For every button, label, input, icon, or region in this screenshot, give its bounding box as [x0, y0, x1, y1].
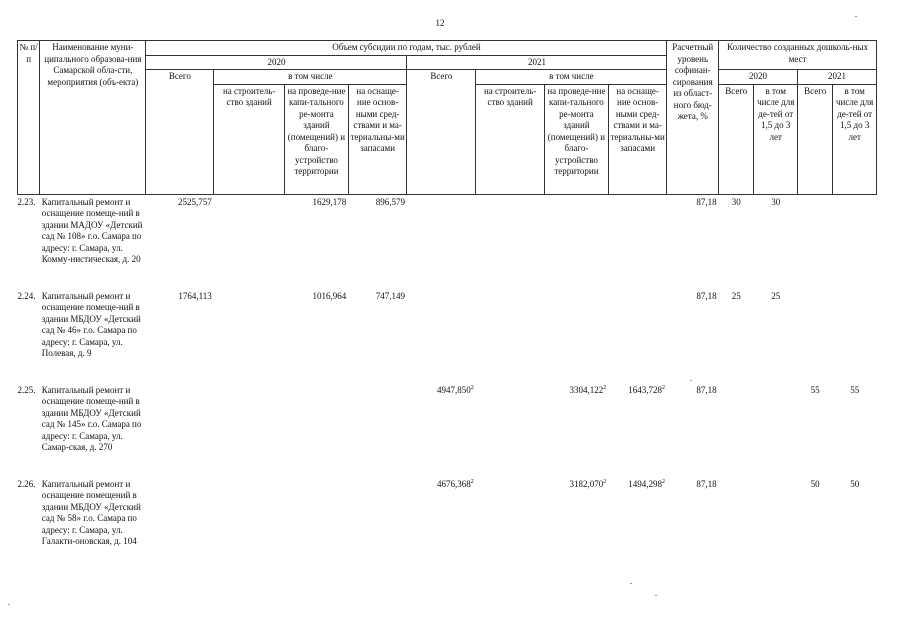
row-cofin: 87,18 [696, 384, 717, 395]
row-2020-repair [285, 477, 349, 569]
row-places-2020-children: 30 [771, 196, 781, 207]
header-num: № п/п [18, 41, 40, 195]
row-2021-total [407, 289, 476, 383]
header-places-2021-children: в том числе для де-тей от 1,5 до 3 лет [833, 84, 877, 194]
row-number: 2.24. [17, 290, 36, 301]
row-places-2021-total [797, 194, 832, 289]
header-2020-total: Всего [146, 70, 214, 195]
row-places-2020-total [719, 477, 754, 569]
header-places-2021-total: Всего [797, 84, 832, 194]
row-name: Капитальный ремонт и оснащение помещений в здании МБДОУ «Детский сад № 58» г.о. Самара по адресу: г. Самара, ул. Галакти-оновская, д. 104 [41, 478, 141, 546]
row-2020-equipment [348, 383, 407, 477]
header-places-2020: 2020 [719, 70, 798, 85]
row-name: Капитальный ремонт и оснащение помеще-ний в здании МБДОУ «Детский сад № 145» г.о. Самара по адресу: г. Самара, ул. Самар-ская, д. 270 [41, 384, 142, 452]
row-number: 2.23. [17, 196, 36, 207]
row-2021-total [407, 194, 476, 289]
header-places-2020-total: Всего [719, 84, 754, 194]
table-row [18, 194, 877, 289]
header-2020-repair: на проведе-ние капи-тального ре-монта зданий (помещений) и благо-устройство территории [285, 84, 349, 194]
row-number: 2.25. [17, 384, 36, 395]
row-2021-repair: 3182,070$^2$ [569, 478, 607, 489]
row-2020-construction [214, 194, 285, 289]
row-places-2020-children [754, 477, 798, 569]
row-2021-repair [545, 194, 609, 289]
row-2020-equipment [348, 477, 407, 569]
row-name: Капитальный ремонт и оснащение помеще-ний в здании МБДОУ «Детский сад № 46» г.о. Самара по адресу: г. Самара, ул. Полевая, д. 9 [41, 290, 141, 358]
row-2020-construction [214, 383, 285, 477]
row-places-2021-children: 55 [850, 384, 860, 395]
header-2021-including: в том числе [476, 70, 667, 85]
row-2021-construction [476, 383, 545, 477]
row-2020-total [146, 477, 214, 569]
row-2021-repair: 3304,122$^2$ [569, 384, 607, 395]
scan-speck [655, 595, 657, 596]
header-2021-total: Всего [407, 70, 476, 195]
row-2020-repair [285, 383, 349, 477]
row-2021-total: 4676,368$^2$ [437, 478, 474, 489]
row-number: 2.26. [17, 478, 36, 489]
table-row [18, 477, 877, 569]
row-places-2021-children: 50 [850, 478, 860, 489]
header-subsidy-group: Объем субсидии по годам, тыс. рублей [146, 41, 667, 56]
row-places-2020-total: 25 [731, 290, 741, 301]
row-places-2020-children: 25 [771, 290, 781, 301]
row-places-2020-children [754, 383, 798, 477]
scan-speck [8, 604, 10, 605]
row-cofin: 87,18 [696, 478, 717, 489]
header-cofin-level: Расчетный уровень софинан-сирования из област-ного бюд-жета, % [667, 41, 719, 195]
row-2021-construction [476, 289, 545, 383]
row-2020-repair: 1016,964 [312, 290, 347, 301]
row-places-2021-total: 55 [810, 384, 820, 395]
row-places-2020-total [719, 383, 754, 477]
row-2020-total: 2525,757 [178, 196, 212, 207]
header-places-group: Количество созданных дошколь-ных мест [719, 41, 877, 70]
row-places-2021-children [833, 194, 877, 289]
row-2020-total [146, 383, 214, 477]
table-row [18, 383, 877, 477]
header-year-2021: 2021 [407, 55, 667, 70]
row-2020-repair: 1629,178 [312, 196, 347, 207]
row-2021-equipment: 1494,298$^2$ [628, 478, 665, 489]
row-2021-total: 4947,850$^2$ [437, 384, 474, 395]
row-places-2021-total: 50 [810, 478, 820, 489]
row-name: Капитальный ремонт и оснащение помеще-ний в здании МАДОУ «Детский сад № 108» г.о. Самара по адресу: г. Самара, ул. Комму-нистическая, д. 20 [41, 196, 143, 264]
row-2020-equipment: 896,579 [375, 196, 405, 207]
header-places-2020-children: в том числе для де-тей от 1,5 до 3 лет [754, 84, 798, 194]
table-body [18, 194, 877, 569]
header-2020-construction: на строитель-ство зданий [214, 84, 285, 194]
header-year-2020: 2020 [146, 55, 407, 70]
row-2020-total: 1764,113 [178, 290, 212, 301]
row-2021-construction [476, 477, 545, 569]
row-2021-repair [545, 289, 609, 383]
header-2020-including: в том числе [214, 70, 407, 85]
row-2020-construction [214, 477, 285, 569]
row-places-2021-children [833, 289, 877, 383]
header-name: Наименование муни-ципального образова-ния Самарской обла-сти, мероприятия (объ-екта) [40, 41, 146, 195]
row-2020-equipment: 747,149 [375, 290, 405, 301]
scan-speck [690, 380, 692, 381]
table-header [18, 41, 877, 195]
row-2021-construction [476, 194, 545, 289]
header-2020-equipment: на оснаще-ние основ-ными сред-ствами и ма-териальны-ми запасами [348, 84, 407, 194]
row-2020-construction [214, 289, 285, 383]
subsidy-table [17, 40, 877, 569]
row-2021-equipment [608, 289, 667, 383]
row-cofin: 87,18 [696, 290, 717, 301]
row-places-2021-total [797, 289, 832, 383]
table-row [18, 289, 877, 383]
scan-speck [630, 583, 632, 584]
row-cofin: 87,18 [696, 196, 717, 207]
header-2021-construction: на строитель-ство зданий [476, 84, 545, 194]
scan-speck [855, 16, 857, 17]
row-2021-equipment [608, 194, 667, 289]
header-places-2021: 2021 [797, 70, 876, 85]
page-number: 12 [435, 18, 445, 28]
row-places-2020-total: 30 [731, 196, 741, 207]
header-2021-repair: на проведе-ние капи-тального ре-монта зданий (помещений) и благо-устройство территории [545, 84, 609, 194]
row-2021-equipment: 1643,728$^2$ [628, 384, 665, 395]
header-2021-equipment: на оснаще-ние основ-ными сред-ствами и ма-териальны-ми запасами [608, 84, 667, 194]
